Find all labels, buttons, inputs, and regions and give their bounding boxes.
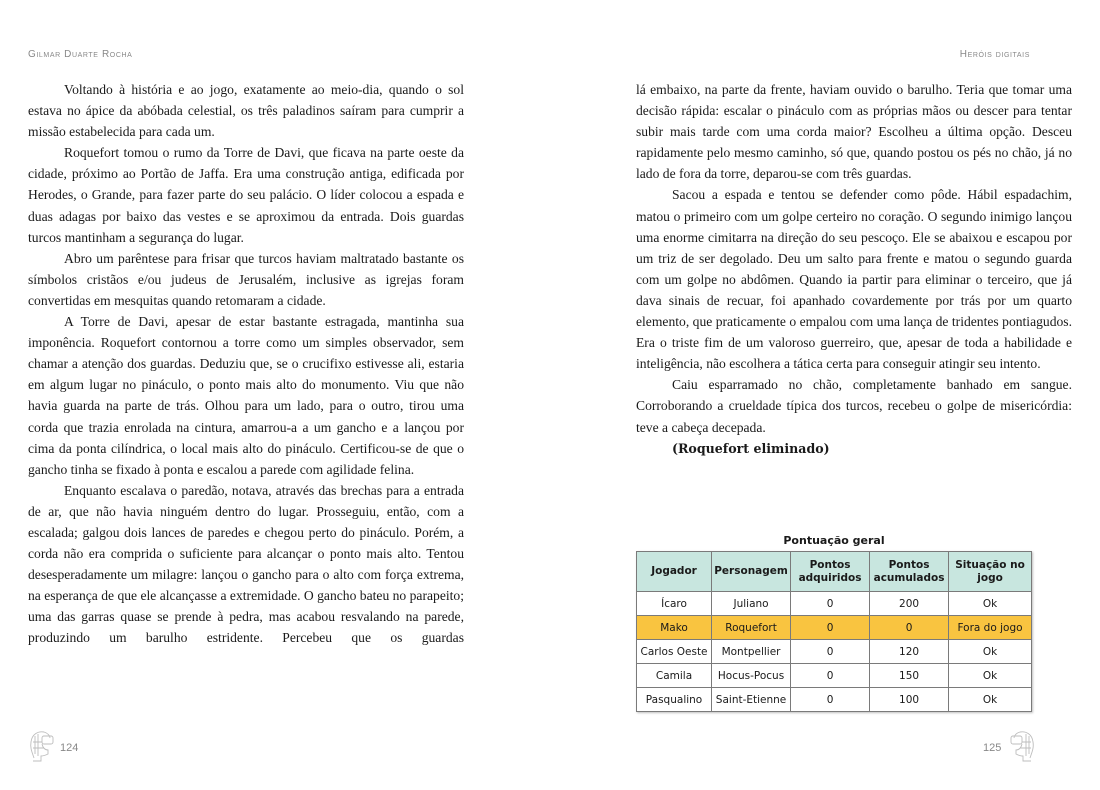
paragraph: Enquanto escalava o paredão, notava, através das brechas para a entrada de ar, que não havia ninguém dentro do lugar. Prosseguiu, então, com a escalada; galgou dois lances de paredes e chegou perto do pináculo. Porém, a corda não era comprida o suficiente para alcançar o ponto mais alto. Tentou desesperadamente um milagre: lançou o gancho para o alto com força extrema, na esperança de que ele alcançasse a extremidade. O gancho bateu no parapeito; uma das garras quase se prende à pedra, mas acabou resvalando na parede, produzindo um barulho estridente. Percebeu que os guardas [28,482,464,646]
column-header: Personagem [712,552,791,592]
cell-points-acquired: 0 [791,616,870,640]
cell-status: Fora do jogo [949,616,1032,640]
paragraph: Voltando à história e ao jogo, exatamente ao meio-dia, quando o sol estava no ápice da abóbada celestial, os três paladinos saíram para cumprir a missão estabelecida para cada um. [28,82,464,140]
cell-points-acquired: 0 [791,640,870,664]
cell-character: Saint-Etienne [712,688,791,712]
column-header: Pontos adquiridos [791,552,870,592]
paragraph: Sacou a espada e tentou se defender como pôde. Hábil espadachim, matou o primeiro com um golpe certeiro no coração. O segundo inimigo lançou uma enorme cimitarra na direção do seu pescoço. Ele se abaixou e escapou por um triz de ser degolado. Deu um salto para frente e matou o segundo guarda com um golpe no abdômen. Quando ia partir para eliminar o terceiro, que já dava sinais de recuar, foi apanhado covardemente por trás por um quarto elemento, que praticamente o empalou com uma lança de tridentes pontiagudos. Era o triste fim de um valoroso guerreiro, que, apesar de toda a habilidade e inteligência, não escolhera a tática certa para conseguir atingir seu intento. [636,187,1072,372]
cell-points-accumulated: 0 [870,616,949,640]
cell-player: Mako [637,616,712,640]
cell-character: Juliano [712,592,791,616]
cell-character: Roquefort [712,616,791,640]
cell-status: Ok [949,592,1032,616]
cell-points-acquired: 0 [791,688,870,712]
cell-points-accumulated: 100 [870,688,949,712]
paragraph: A Torre de Davi, apesar de estar bastante estragada, mantinha sua imponência. Roquefort contornou a torre como um simples observador, sem chamar a atenção dos guardas. Deduziu que, se o crucifixo estivesse ali, estaria em algum lugar no pináculo, o ponto mais alto do monumento. Viu que não havia guarda na parte de trás. Olhou para um lado, para o outro, tirou uma corda que trazia enrolada na cintura, amarrou-a a um gancho e a lançou por cima da ponta cilíndrica, o local mais alto do pináculo. Certificou-se de que o gancho tinha se fixado à ponta e escalou a parede com agilidade felina. [28,314,464,477]
paragraph-continuation: lá embaixo, na parte da frente, haviam ouvido o barulho. Teria que tomar uma decisão rápida: escalar o pináculo com as próprias mãos ou descer para tentar subir mais tarde com uma corda maior? Escolheu a última opção. Desceu rapidamente pelo mesmo caminho, só que, quando postou os pés no chão, já no lado de fora da torre, deparou-se com três guardas. [636,82,1072,182]
cell-points-acquired: 0 [791,664,870,688]
cell-points-accumulated: 200 [870,592,949,616]
cell-character: Montpellier [712,640,791,664]
page-number: 125 [983,742,1002,754]
cell-points-accumulated: 150 [870,664,949,688]
cell-character: Hocus-Pocus [712,664,791,688]
running-head-author: Gilmar Duarte Rocha [28,49,133,60]
cell-points-accumulated: 120 [870,640,949,664]
cell-player: Carlos Oeste [637,640,712,664]
table-row [637,688,1032,712]
table-row [637,592,1032,616]
table-row [637,664,1032,688]
right-page [550,0,1100,790]
table-row [637,640,1032,664]
page-number: 124 [60,742,79,754]
body-text [28,79,464,649]
table-row-highlighted [637,616,1032,640]
paragraph: Caiu esparramado no chão, completamente banhado em sangue. Corroborando a crueldade típica dos turcos, recebeu o golpe de misericórdia: teve a cabeça decepada. [636,377,1072,435]
cell-status: Ok [949,640,1032,664]
paragraph: Abro um parêntese para frisar que turcos haviam maltratado bastante os símbolos cristãos e/ou judeus de Jerusalém, inclusive as igrejas foram convertidas em mesquitas quando retomaram a cidade. [28,250,464,308]
eliminated-note: (Roquefort eliminado) [672,440,830,456]
cell-status: Ok [949,664,1032,688]
column-header: Pontos acumulados [870,552,949,592]
scoreboard [636,534,1032,712]
column-header: Situação no jogo [949,552,1032,592]
cell-points-acquired: 0 [791,592,870,616]
scoreboard-table [636,551,1032,712]
paragraph: Roquefort tomou o rumo da Torre de Davi, que ficava na parte oeste da cidade, próximo ao Portão de Jaffa. Era uma construção antiga, edificada por Herodes, o Grande, para fazer parte do seu palácio. O líder colocou a espada e duas adagas por baixo das vestes e se aproximou da entrada. Dois guardas turcos mantinham a segurança do lugar. [28,145,464,245]
scoreboard-title: Pontuação geral [783,534,885,547]
vr-headset-head-icon [26,728,56,764]
cell-player: Ícaro [637,592,712,616]
cell-player: Camila [637,664,712,688]
cell-status: Ok [949,688,1032,712]
running-head-title: Heróis digitais [959,49,1030,60]
vr-headset-head-icon [1008,728,1038,764]
cell-player: Pasqualino [637,688,712,712]
column-header: Jogador [637,552,712,592]
body-text [636,79,1072,459]
header-row [637,552,1032,592]
